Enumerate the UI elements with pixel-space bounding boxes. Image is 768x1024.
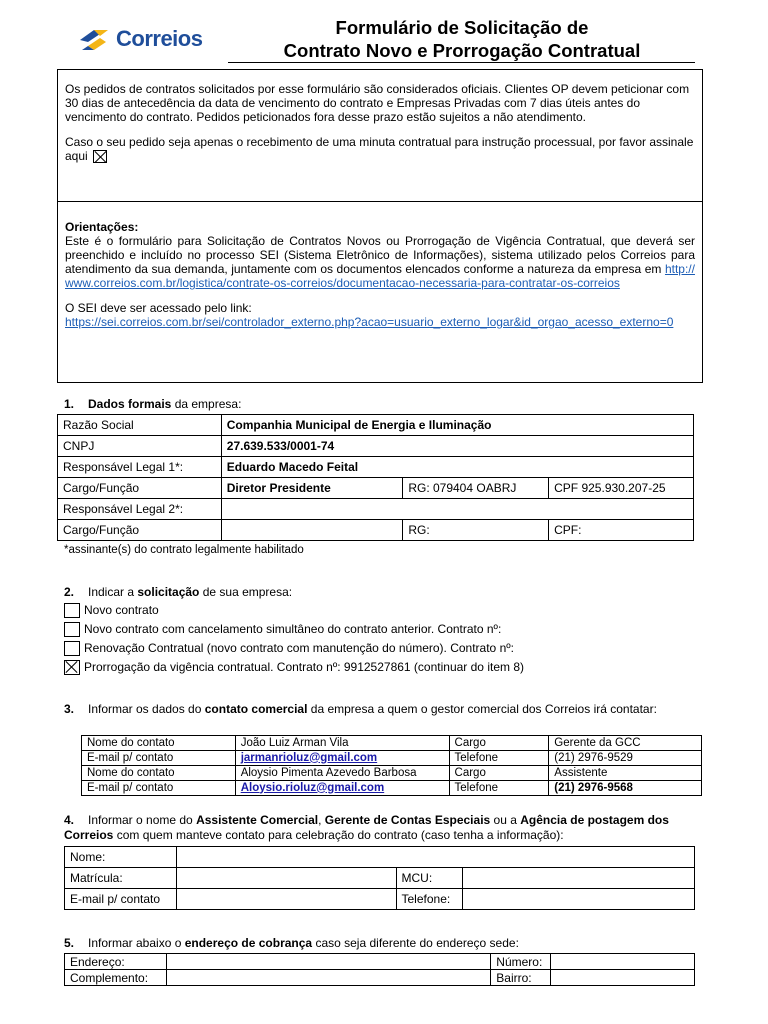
contato-comercial-table	[81, 735, 702, 796]
section-2-heading	[64, 585, 292, 600]
option-renovacao[interactable]	[64, 641, 514, 656]
cnpj-value[interactable]: 27.639.533/0001-74	[221, 436, 693, 457]
telefone-label: Telefone	[449, 751, 549, 766]
bairro-label: Bairro:	[491, 970, 551, 986]
documentacao-link[interactable]: http://www.correios.com.br/logistica/contrate-os-correios/documentacao-necessaria-para-contratar-os-correios	[65, 262, 695, 290]
cargo-value[interactable]: Assistente	[549, 766, 702, 781]
table-row	[65, 868, 695, 889]
checkbox-novo-contrato-cancelamento[interactable]	[64, 622, 80, 637]
cargo-2-value[interactable]	[221, 520, 403, 541]
section-4-b1: Assistente Comercial	[196, 813, 319, 827]
table-row	[65, 954, 695, 970]
table-row	[65, 847, 695, 868]
responsavel-2-label: Responsável Legal 2*:	[58, 499, 222, 520]
option-label: Renovação Contratual (novo contrato com manutenção do número). Contrato nº:	[84, 641, 514, 655]
table-row	[65, 889, 695, 910]
cnpj-label: CNPJ	[58, 436, 222, 457]
section-5-pre: Informar abaixo o	[88, 936, 185, 950]
nome-contato-label: Nome do contato	[82, 736, 236, 751]
section-2-bold: solicitação	[137, 585, 200, 599]
cargo-value[interactable]: Gerente da GCC	[549, 736, 702, 751]
razao-social-value[interactable]: Companhia Municipal de Energia e Iluminação	[221, 415, 693, 436]
nome-contato-value[interactable]: João Luiz Arman Vila	[235, 736, 449, 751]
section-1-rest: da empresa:	[171, 397, 242, 411]
sei-text: O SEI deve ser acessado pelo link:	[65, 301, 252, 315]
endereco-cobranca-table	[64, 953, 695, 986]
section-4-b3: Agência de postagem dos Correios	[64, 813, 669, 842]
assistente-comercial-table	[64, 846, 695, 910]
nome-label: Nome:	[65, 847, 177, 868]
section-2-num: 2.	[64, 585, 75, 599]
intro-paragraph-1: Os pedidos de contratos solicitados por esse formulário são considerados oficiais. Clientes OP devem peticionar com 30 dias de antecedência da data de vencimento do contrato e Empresas Privadas com 7 dias úteis antes do vencimento do contrato. Pedidos peticionados fora desse prazo estão sujeitos a não atendimento.	[65, 82, 690, 124]
table-row	[58, 415, 694, 436]
correios-logo	[78, 22, 218, 58]
razao-social-label: Razão Social	[58, 415, 222, 436]
minuta-checkbox[interactable]	[93, 150, 107, 163]
intro-box	[57, 69, 703, 202]
mcu-field[interactable]	[463, 868, 695, 889]
email-field[interactable]	[176, 889, 396, 910]
section-4-heading	[64, 813, 694, 843]
section-5-bold: endereço de cobrança	[184, 936, 313, 950]
cargo-label: Cargo	[449, 736, 549, 751]
checkbox-prorrogacao[interactable]	[64, 660, 80, 675]
table-row	[58, 436, 694, 457]
correios-logo-icon	[78, 26, 112, 54]
email-contato-link[interactable]: jarmanrioluz@gmail.com	[240, 751, 378, 764]
section-4-t2: ,	[318, 813, 325, 827]
rg-2-field[interactable]: RG:	[403, 520, 549, 541]
title-line-1: Formulário de Solicitação de	[335, 17, 589, 38]
section-4-t3: ou a	[490, 813, 521, 827]
option-label: Novo contrato com cancelamento simultâneo do contrato anterior. Contrato nº:	[84, 622, 502, 636]
table-row	[58, 499, 694, 520]
nome-contato-value[interactable]: Aloysio Pimenta Azevedo Barbosa	[235, 766, 449, 781]
table-row	[82, 766, 702, 781]
complemento-label: Complemento:	[65, 970, 167, 986]
section-3-heading	[64, 702, 694, 717]
table-row	[82, 751, 702, 766]
table-row	[82, 736, 702, 751]
title-rule	[228, 62, 695, 63]
matricula-field[interactable]	[176, 868, 396, 889]
email-contato-link[interactable]: Aloysio.rioluz@gmail.com	[240, 781, 385, 794]
logo-text: Correios	[116, 26, 203, 51]
email-contato-label: E-mail p/ contato	[82, 751, 236, 766]
table-row	[58, 478, 694, 499]
section-2-pre: Indicar a	[88, 585, 138, 599]
cargo-1-label: Cargo/Função	[58, 478, 222, 499]
telefone-field[interactable]	[463, 889, 695, 910]
telefone-label: Telefone:	[396, 889, 463, 910]
intro-paragraph-2	[65, 135, 695, 163]
section-4-b2: Gerente de Contas Especiais	[324, 813, 491, 827]
intro-paragraph-2-text: Caso o seu pedido seja apenas o recebimento de uma minuta contratual para instrução processual, por favor assinale aqui	[65, 135, 694, 163]
cargo-1-value[interactable]: Diretor Presidente	[221, 478, 403, 499]
option-label: Novo contrato	[84, 603, 159, 617]
section-1-bold: Dados formais	[88, 397, 172, 411]
section-1-num: 1.	[64, 397, 75, 411]
section-3-post: da empresa a quem o gestor comercial dos Correios irá contatar:	[307, 702, 657, 716]
option-prorrogacao[interactable]	[64, 660, 524, 675]
section-4-t4: com quem manteve contato para celebração do contrato (caso tenha a informação):	[113, 828, 564, 842]
section-5-post: caso seja diferente do endereço sede:	[312, 936, 519, 950]
option-novo-contrato-cancelamento[interactable]	[64, 622, 501, 637]
bairro-field[interactable]	[551, 970, 695, 986]
section-5-heading	[64, 936, 519, 951]
section-1-heading	[64, 397, 241, 412]
cargo-2-label: Cargo/Função	[58, 520, 222, 541]
section-3-num: 3.	[64, 702, 75, 716]
section-3-bold: contato comercial	[204, 702, 308, 716]
page-header	[0, 0, 768, 66]
complemento-field[interactable]	[166, 970, 490, 986]
mcu-label: MCU:	[396, 868, 463, 889]
table-row	[82, 781, 702, 796]
section-4-num: 4.	[64, 813, 75, 827]
checkbox-novo-contrato[interactable]	[64, 603, 80, 618]
page-title	[232, 16, 692, 62]
endereco-field[interactable]	[166, 954, 490, 970]
cpf-1-field[interactable]: CPF 925.930.207-25	[549, 478, 694, 499]
title-line-2: Contrato Novo e Prorrogação Contratual	[283, 40, 641, 61]
responsavel-1-value[interactable]: Eduardo Macedo Feital	[221, 457, 693, 478]
orientacoes-body: Este é o formulário para Solicitação de Contratos Novos ou Prorrogação de Vigência Contratual, que deverá ser preenchido e incluído no processo SEI (Sistema Eletrônico de Informações), sistema utilizado pelos Correios para atendimento da sua demanda, juntamente com os documentos elencados conforme a natureza da empresa em	[65, 234, 695, 276]
section-5-num: 5.	[64, 936, 75, 950]
orientacoes-box	[57, 202, 703, 383]
endereco-label: Endereço:	[65, 954, 167, 970]
telefone-value[interactable]: (21) 2976-9568	[549, 781, 702, 796]
responsavel-1-label: Responsável Legal 1*:	[58, 457, 222, 478]
section-4-t1: Informar o nome do	[88, 813, 197, 827]
telefone-label: Telefone	[449, 781, 549, 796]
telefone-value[interactable]: (21) 2976-9529	[549, 751, 702, 766]
section-2-post: de sua empresa:	[199, 585, 293, 599]
email-contato-cell[interactable]	[235, 781, 449, 796]
matricula-label: Matrícula:	[65, 868, 177, 889]
email-label: E-mail p/ contato	[65, 889, 177, 910]
option-label: Prorrogação da vigência contratual. Contrato nº: 9912527861 (continuar do item 8)	[84, 660, 524, 674]
nome-contato-label: Nome do contato	[82, 766, 236, 781]
table-row	[65, 970, 695, 986]
nome-field[interactable]	[176, 847, 694, 868]
cpf-2-field[interactable]: CPF:	[549, 520, 694, 541]
rg-1-field[interactable]: RG: 079404 OABRJ	[403, 478, 549, 499]
dados-formais-table	[57, 414, 694, 541]
section-3-pre: Informar os dados do	[88, 702, 205, 716]
orientacoes-text	[65, 234, 695, 290]
email-contato-label: E-mail p/ contato	[82, 781, 236, 796]
cargo-label: Cargo	[449, 766, 549, 781]
table-row	[58, 520, 694, 541]
option-novo-contrato[interactable]	[64, 603, 159, 618]
responsavel-2-value[interactable]	[221, 499, 693, 520]
email-contato-cell[interactable]	[235, 751, 449, 766]
assinante-note: *assinante(s) do contrato legalmente habilitado	[64, 544, 304, 556]
checkbox-renovacao[interactable]	[64, 641, 80, 656]
sei-link[interactable]: https://sei.correios.com.br/sei/controlador_externo.php?acao=usuario_externo_logar&id_orgao_acesso_externo=0	[65, 315, 674, 329]
numero-label: Número:	[491, 954, 551, 970]
orientacoes-heading: Orientações:	[65, 220, 139, 234]
numero-field[interactable]	[551, 954, 695, 970]
table-row	[58, 457, 694, 478]
